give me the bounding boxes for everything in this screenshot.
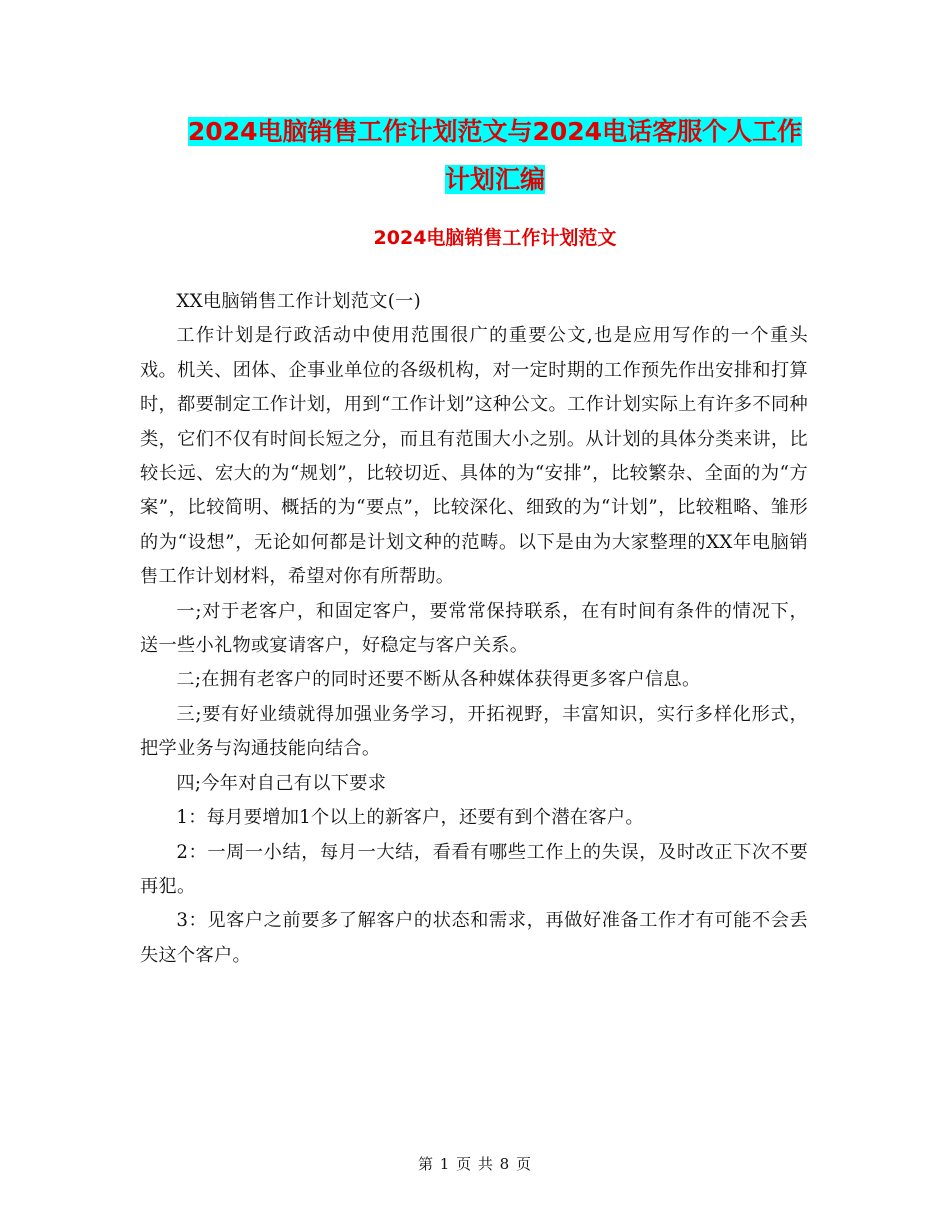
paragraph-item-1: 一;对于老客户，和固定客户，要常常保持联系，在有时间有条件的情况下，送一些小礼物或宴请客户，好稳定与客户关系。 <box>140 600 808 657</box>
paragraph-item-3: 三;要有好业绩就得加强业务学习，开拓视野，丰富知识，实行多样化形式，把学业务与沟通技能向结合。 <box>140 703 808 760</box>
paragraph-requirement-3: 3：见客户之前要多了解客户的状态和需求，再做好准备工作才有可能不会丢失这个客户。 <box>140 910 808 966</box>
document-title-line-1: 2024电脑销售工作计划范文与2024电话客服个人工作 <box>187 117 803 146</box>
document-title <box>140 108 850 204</box>
paragraph-requirement-1: 1：每月要增加1个以上的新客户，还要有到个潜在客户。 <box>176 807 644 829</box>
paragraph-requirement-2: 2：一周一小结，每月一大结，看看有哪些工作上的失误，及时改正下次不要再犯。 <box>140 841 808 897</box>
paragraph-intro: 工作计划是行政活动中使用范围很广的重要公文,也是应用写作的一个重头戏。机关、团体、企事业单位的各级机构，对一定时期的工作预先作出安排和打算时，都要制定工作计划，用到“工作计划”这种公文。工作计划实际上有许多不同种类，它们不仅有时间长短之分，而且有范围大小之别。从计划的具体分类来讲，比较长远、宏大的为“规划”，比较切近、具体的为“安排”，比较繁杂、全面的为“方案”，比较简明、概括的为“要点”，比较深化、细致的为“计划”，比较粗略、雏形的为“设想”，无论如何都是计划文种的范畴。以下是由为大家整理的XX年电脑销售工作计划材料，希望对你有所帮助。 <box>140 325 808 588</box>
paragraph-item-4: 四;今年对自己有以下要求 <box>176 772 387 794</box>
document-title-line-2: 计划汇编 <box>444 165 545 194</box>
paragraph-item-2: 二;在拥有老客户的同时还要不断从各种媒体获得更多客户信息。 <box>176 669 701 691</box>
paragraph-subtitle: XX电脑销售工作计划范文(一) <box>176 291 422 312</box>
document-body <box>140 285 808 973</box>
page-footer: 第 1 页 共 8 页 <box>418 1155 532 1173</box>
section-title: 2024电脑销售工作计划范文 <box>373 227 617 249</box>
